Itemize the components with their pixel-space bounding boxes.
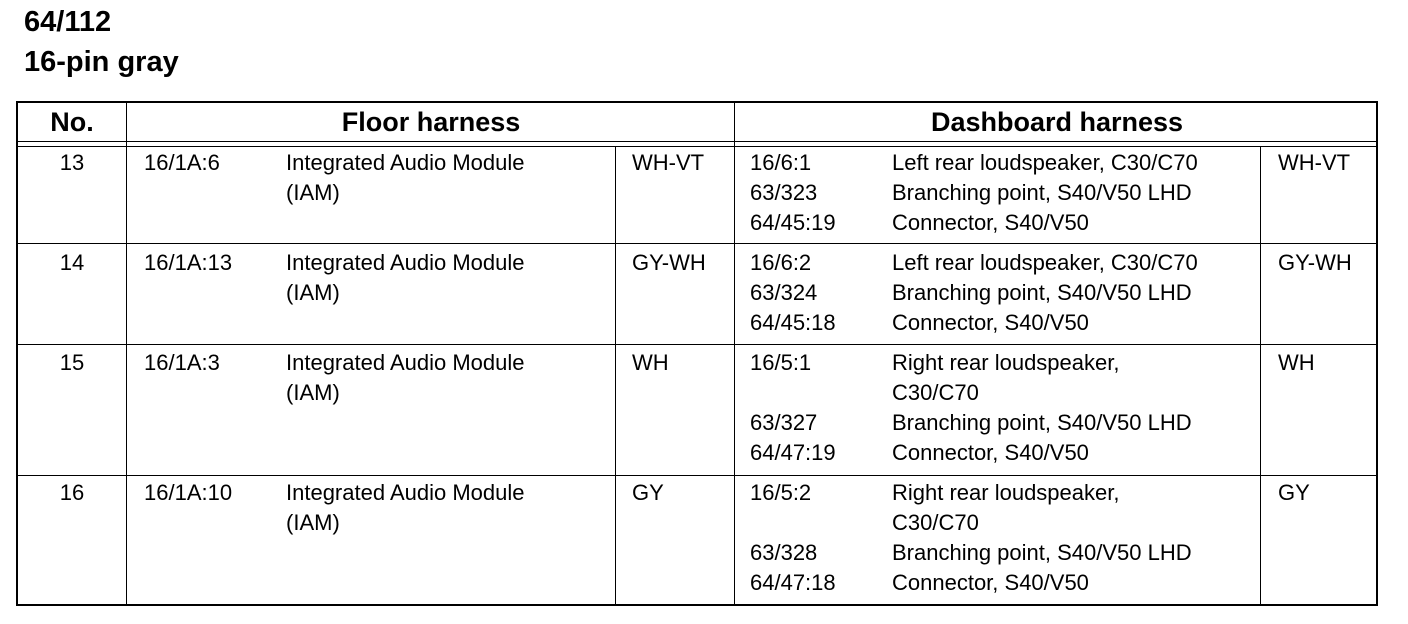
floor-component: Integrated Audio Module (IAM): [286, 350, 525, 405]
floor-wire-color: WH: [632, 350, 669, 375]
dashboard-connector-pins: 16/5:1 63/327 64/47:19: [750, 350, 836, 465]
dashboard-wire-color: WH-VT: [1278, 150, 1351, 175]
harness-table: [16, 101, 1378, 606]
dashboard-wire-color: GY: [1278, 480, 1310, 505]
floor-component: Integrated Audio Module (IAM): [286, 480, 525, 535]
floor-wire-color: GY-WH: [632, 250, 706, 275]
row-divider: [18, 243, 1376, 244]
floor-component: Integrated Audio Module (IAM): [286, 150, 525, 205]
dashboard-connector-pins: 16/6:2 63/324 64/45:18: [750, 250, 836, 335]
column-divider: [126, 103, 127, 604]
column-divider: [615, 146, 616, 604]
row-divider: [18, 344, 1376, 345]
dashboard-components: Left rear loudspeaker, C30/C70 Branching point, S40/V50 LHD Connector, S40/V50: [892, 250, 1198, 335]
row-number: 14: [59, 250, 85, 275]
column-divider: [1260, 146, 1261, 604]
header-rule: [18, 141, 1376, 142]
floor-connector-pin: 16/1A:10: [144, 480, 233, 505]
header-floor-harness: Floor harness: [341, 107, 521, 137]
dashboard-connector-pins: 16/5:2 63/328 64/47:18: [750, 480, 836, 595]
floor-wire-color: GY: [632, 480, 664, 505]
row-number: 15: [59, 350, 85, 375]
floor-connector-pin: 16/1A:13: [144, 250, 233, 275]
header-dashboard-harness: Dashboard harness: [930, 107, 1184, 137]
dashboard-wire-color: WH: [1278, 350, 1315, 375]
header-no: No.: [50, 107, 94, 137]
dashboard-components: Right rear loudspeaker, C30/C70 Branching point, S40/V50 LHD Connector, S40/V50: [892, 480, 1192, 595]
connector-number: 64/112: [24, 6, 112, 38]
floor-component: Integrated Audio Module (IAM): [286, 250, 525, 305]
row-divider: [18, 475, 1376, 476]
floor-connector-pin: 16/1A:6: [144, 150, 220, 175]
dashboard-components: Left rear loudspeaker, C30/C70 Branching point, S40/V50 LHD Connector, S40/V50: [892, 150, 1198, 235]
row-number: 16: [59, 480, 85, 505]
dashboard-components: Right rear loudspeaker, C30/C70 Branching point, S40/V50 LHD Connector, S40/V50: [892, 350, 1192, 465]
dashboard-wire-color: GY-WH: [1278, 250, 1352, 275]
floor-connector-pin: 16/1A:3: [144, 350, 220, 375]
row-number: 13: [59, 150, 85, 175]
dashboard-connector-pins: 16/6:1 63/323 64/45:19: [750, 150, 836, 235]
header-rule-double: [18, 146, 1376, 147]
column-divider: [734, 103, 735, 604]
floor-wire-color: WH-VT: [632, 150, 705, 175]
connector-description: 16-pin gray: [24, 46, 179, 78]
